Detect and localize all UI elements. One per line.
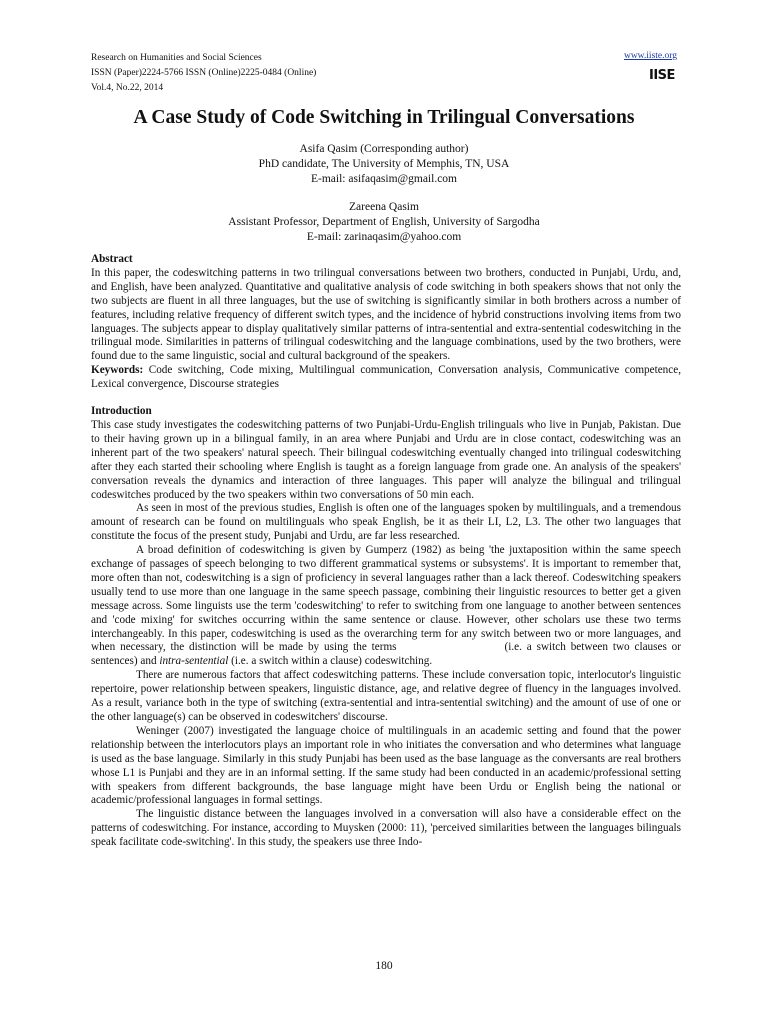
paragraph: This case study investigates the codeswitching patterns of two Punjabi-Urdu-English trilinguals who live in Punjab, Pakistan. Due to their having grown up in a bilingual family, in an area where Punjabi and Urdu are in close contact, codeswitching was an inherent part of the two speakers' natural speech. Their bilingual codeswitching eventually changed into trilingual codeswitching after they each started their schooling where English is taught as a foreign language from grade one. An analysis of the speakers' conversation reveals the dynamics and interaction of three languages. This paper will analyze the bilingual and trilingual codeswitches produced by the two speakers within two conversations of 50 min each. [91, 418, 681, 501]
keywords-text: Code switching, Code mixing, Multilingual communication, Conversation analysis, Communicative competence, Lexical convergence, Discourse strategies [91, 364, 681, 391]
journal-volume: Vol.4, No.22, 2014 [91, 83, 164, 93]
paper-title: A Case Study of Code Switching in Trilingual Conversations [133, 107, 635, 128]
abstract-text: In this paper, the codeswitching patterns in two trilingual conversations between two brothers, conducted in Punjabi, Urdu, and, and English, have been analyzed. Quantitative and qualitative analysis of code switching in both speakers shows that not only the two subjects are fluent in all three languages, but the use of switching is significantly similar in both brothers across a number of features, including relative frequency of different switch types, and the incidence of hybrid constructions involving items from two languages. The subjects appear to display qualitatively similar patterns of intra-sentential and extra-sentential codeswitching in the trilingual mode. Similarities in patterns of trilingual codeswitching and the language combinations, used by the two brothers, were found due to the same linguistic, social and cultural background of the speakers. [91, 266, 681, 363]
iiste-logo [649, 65, 675, 89]
paragraph [91, 544, 681, 669]
paragraph-text: (i.e. a switch within a clause) codeswitching. [231, 655, 433, 668]
keywords-label: Keywords: [91, 364, 144, 377]
journal-issn: ISSN (Paper)2224-5766 ISSN (Online)2225-0484 (Online) [91, 68, 317, 78]
author-block [0, 142, 768, 245]
keywords-line [91, 364, 681, 392]
paragraph: The linguistic distance between the languages involved in a conversation will also have a considerable effect on the patterns of codeswitching. For instance, according to Muysken (2000: 11), 'perceived similarities between the languages bilinguals speak facilitate code-switching'. In this study, the speakers use three Indo- [91, 808, 681, 849]
paragraph: There are numerous factors that affect codeswitching patterns. These include conversation topic, interlocutor's linguistic repertoire, power relationship between speakers, linguistic distance, age, and relative degree of fluency in the languages involved. As a result, variance both in the type of switching (extra-sentential and intra-sentential switching) and the amount of use of one or the other language(s) can be observed in codeswitchers' discourse. [91, 669, 681, 723]
author-email: E-mail: zarinaqasim@yahoo.com [306, 231, 462, 243]
author-name: Asifa Qasim (Corresponding author) [299, 143, 469, 155]
paragraph: As seen in most of the previous studies, English is often one of the languages spoken by multilinguals, and a tremendous amount of research can be found on multilinguals who speak English, be it as their LI, L2, L3. The other two languages that constitute the focus of the present study, Punjabi and Urdu, are far less researched. [91, 502, 681, 543]
italic-term: intra-sentential [159, 655, 229, 668]
page-number: 180 [375, 960, 393, 972]
author-name: Zareena Qasim [349, 201, 419, 213]
journal-header [91, 51, 681, 97]
journal-info [91, 51, 681, 96]
journal-url-link[interactable]: www.iiste.org [623, 51, 677, 61]
author-affiliation: Assistant Professor, Department of English, University of Sargodha [228, 216, 540, 228]
author-affiliation: PhD candidate, The University of Memphis, TN, USA [258, 158, 510, 170]
logo-text: IISE [649, 68, 675, 83]
abstract-heading: Abstract [91, 253, 133, 265]
paragraph-text: A broad definition of codeswitching is given by Gumperz (1982) as being 'the juxtaposition within the same speech exchange of passages of speech belonging to two different grammatical systems or subsystems'. It is important to remember that, more often than not, codeswitching is a sign of proficiency in several languages rather than a lack thereof. Codeswitching speakers usually tend to use more than one language in the same speech passage, combining their linguistic resources to better get a given message across. Some linguists use the term 'codeswitching' to refer to switching from one language to another between sentences and 'code mixing' for switches occurring within the same sentence or clause. However, other scholars use these two terms interchangeably. In this paper, codeswitching is used as the overarching term for any switch between two or more languages, and when necessary, the distinction will be made by using the terms [91, 544, 681, 654]
introduction-heading: Introduction [91, 405, 152, 418]
paragraph: Weninger (2007) investigated the language choice of multilinguals in an academic setting and found that the power relationship between the interlocutors plays an important role in who initiates the conversation and who determines what language is used as the base language. Similarly in this study Punjabi has been used as the base language as the conversants are real brothers whose L1 is Punjabi and they are in an informal setting. If the same study had been conducted in an academic/professional setting with speakers from different backgrounds, the base language might have been Urdu or English being the national or academic/professional languages in formal settings. [91, 724, 681, 807]
paragraph-text: (i.e. a switch between two clauses or sentences) and [91, 641, 681, 668]
author-email: E-mail: asifaqasim@gmail.com [311, 173, 457, 185]
journal-name: Research on Humanities and Social Sciences [91, 53, 262, 63]
paper-body [91, 253, 681, 850]
